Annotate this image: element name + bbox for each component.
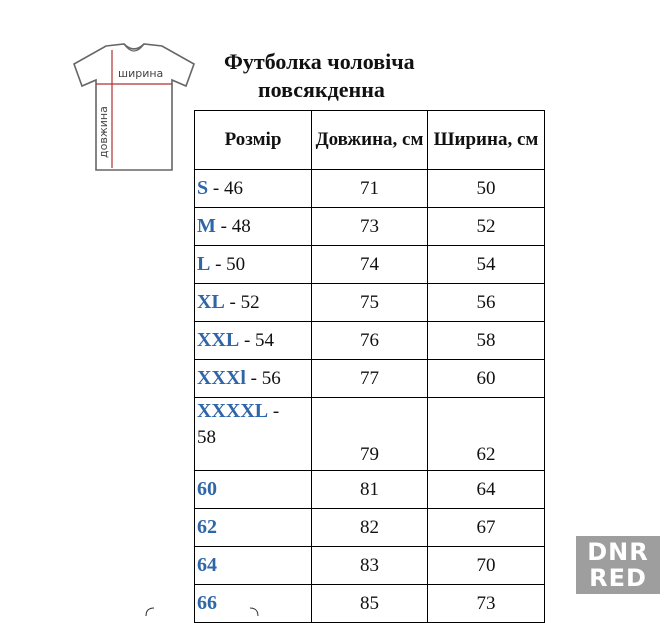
cell-width: 58 [428,322,545,360]
cell-size [195,322,312,360]
cell-size [195,170,312,208]
cell-size [195,471,312,509]
cell-size [195,284,312,322]
size-code: 66 [197,592,217,614]
size-number: - 54 [239,330,275,351]
watermark-line-1: DNR [587,538,649,566]
table-row [195,322,545,360]
cell-size [195,398,312,471]
cell-length: 85 [312,585,428,623]
table-header-row [195,111,545,170]
cell-width: 70 [428,547,545,585]
cell-length: 81 [312,471,428,509]
cell-width: 64 [428,471,545,509]
size-number: - [268,401,280,422]
cell-size [195,208,312,246]
size-code: XL [197,291,225,313]
size-code: 60 [197,478,217,500]
table-row [195,547,545,585]
size-code: XXXl [197,367,246,389]
table-row [195,509,545,547]
cell-length: 75 [312,284,428,322]
table-row [195,284,545,322]
watermark-line-2: RED [589,564,647,592]
size-code: L [197,253,211,275]
cell-size [195,509,312,547]
length-label: довжина [97,106,110,158]
size-number-wrapped: 58 [197,427,216,448]
table-row [195,398,545,471]
size-code: 64 [197,554,217,576]
cell-length: 71 [312,170,428,208]
cropped-bracket [140,606,260,616]
size-code: XXXXL [197,400,269,422]
cell-length: 77 [312,360,428,398]
tshirt-outline [74,44,194,170]
page-title [224,48,494,104]
cell-width: 60 [428,360,545,398]
header-length: Довжина, см [312,111,428,170]
cell-length: 79 [312,398,428,471]
table-row [195,246,545,284]
cell-width: 54 [428,246,545,284]
cell-length: 76 [312,322,428,360]
cell-length: 82 [312,509,428,547]
table-row [195,585,545,623]
size-code: XXL [197,329,240,351]
size-number: - 48 [215,216,251,237]
title-line-1: Футболка чоловіча [224,49,415,74]
cell-width: 50 [428,170,545,208]
size-code: 62 [197,516,217,538]
watermark-logo [576,536,660,594]
cell-size [195,360,312,398]
size-number: - 50 [210,254,246,275]
table-row [195,360,545,398]
width-label: ширина [118,67,164,80]
cell-width: 62 [428,398,545,471]
size-code: M [197,215,216,237]
cell-size [195,547,312,585]
header-size: Розмір [195,111,312,170]
table-row [195,471,545,509]
cell-size [195,585,312,623]
cell-width: 67 [428,509,545,547]
cell-width: 52 [428,208,545,246]
table-row [195,170,545,208]
table-row [195,208,545,246]
cell-length: 74 [312,246,428,284]
size-number: - 52 [224,292,260,313]
cell-length: 83 [312,547,428,585]
size-number: - 46 [208,178,243,199]
size-code: S [197,177,209,199]
header-width: Ширина, см [428,111,545,170]
title-line-2: повсякденна [258,77,385,102]
size-number: - 56 [245,368,281,389]
cell-width: 56 [428,284,545,322]
cell-size [195,246,312,284]
cell-width: 73 [428,585,545,623]
tshirt-diagram [64,40,204,176]
size-table [194,110,545,623]
cell-length: 73 [312,208,428,246]
